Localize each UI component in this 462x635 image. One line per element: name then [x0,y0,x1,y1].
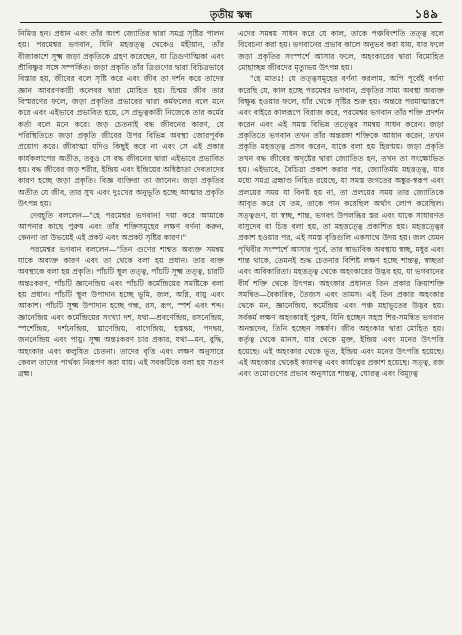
running-header [0,2,462,22]
section-title: তৃতীয় স্কন্ধ [209,10,253,21]
right-column [238,28,444,628]
paragraph: নিমিত্ত হন। প্রধান এবং তাঁর অংশ জ্যোতির দ্বারা সমগ্র সৃষ্টির পালন হয়। পরমেশ্বর ভগবান, যিনি মহত্তত্ত্ব থেকেও মহীয়ান, তাঁর বীজাকাশে সূক্ষ্ম জড়া প্রকৃতিকে গ্রহণ করেছেন, যা ত্রিগুণাত্মিকা এবং শ্রীবিষ্ণুর সঙ্গে সম্পর্কিত। জড়া প্রকৃতি তাঁর ত্রিগুণের দ্বারা বিচিত্রভাবে বিস্তার হয়, জীবের বলে সৃষ্টি করে এবং জীব তা দর্শন করে তাদের জ্ঞান আবরণকারী কলেবর দ্বারা মোহিত হয়। চিন্ময় জীব তার বিস্মরণের ফলে, জড়া প্রকৃতির প্রভাবের দ্বারা কর্মফলের বলে মনে করে এবং এইভাবে প্রভাবিত হয়ে, সে প্রভুত্বকারী নিজেকে তার কর্মের কর্তা বলে মনে করে। জড় চেতনাই বদ্ধ জীবনের কারণ, যে পরিস্থিতিতে জড়া প্রকৃতি জীবের উপর বিভিন্ন অবস্থা জোরপূর্বক প্রয়োগ করে। জীবাত্মা যদিও কিছুই করে না এবং সে এই প্রকার কার্যকলাপের অতীত, তবুও সে বদ্ধ জীবনের দ্বারা এইভাবে প্রভাবিত হয়। বদ্ধ জীবের জড় শরীর, ইন্দ্রিয় এবং ইন্দ্রিয়ের অধিষ্ঠাতা দেবতাদের কারণ হচ্ছে জড়া প্রকৃতি। বিজ্ঞ ব্যক্তিরা তা জানেন। জড়া প্রকৃতির অতীত যে জীব, তার সুখ এবং দুঃখের অনুভূতি হচ্ছে আত্মার প্রকৃতি উৎপন্ন হয়। [18,29,224,209]
header-rule [20,22,442,23]
paragraph: পরমেশ্বর ভগবান বললেন—"তিন গুণের শাশ্বত অব্যক্ত সমন্বয় যাকে অব্যক্ত কারণ এবং তা থেকে বলা হয় প্রধান। তার ব্যক্ত অবস্থাকে বলা হয় প্রকৃতি। পাঁচটি স্থূল তত্ত্ব, পাঁচটি সূক্ষ্ম তত্ত্ব, চারটি অন্তঃকরণ, পাঁচটি জ্ঞানেন্দ্রিয় এবং পাঁচটি কর্মেন্দ্রিয়ের সমষ্টিকে বলা হয় প্রধান। পাঁচটি স্থূল উপাদান হচ্ছে ভূমি, জল, অগ্নি, বায়ু এবং আকাশ। পাঁচটি সূক্ষ্ম উপাদান হচ্ছে গন্ধ, রস, রূপ, স্পর্শ এবং শব্দ। জ্ঞানেন্দ্রিয় এবং কর্মেন্দ্রিয়ের সংখ্যা দশ, যথা—শ্রবণেন্দ্রিয়, রসনেন্দ্রিয়, স্পর্শেন্দ্রিয়, দর্শনেন্দ্রিয়, ঘ্রাণেন্দ্রিয়, বাগেন্দ্রিয়, হস্তদ্বয়, পদদ্বয়, জননেন্দ্রিয় এবং পায়ু। সূক্ষ্ম অন্তঃকরণ চার প্রকার, যথা—মন, বুদ্ধি, অহংকার এবং কলুষিত চেতনা। তাদের বৃত্তি এবং লক্ষণ অনুসারে কেবল তাদের পার্থক্য নিরূপণ করা যায়। এই সবকটিকে বলা হয় সগুণ ব্রহ্ম। [18,244,224,379]
left-column [18,28,224,628]
paragraph: এদের সমন্বয় সাধন করে যে কাল, তাকে পঞ্চবিংশতি তত্ত্ব বলে বিবেচনা করা হয়। ভগবানের প্রভাব কালে অনুভব করা যায়, যার ফলে জড়া প্রকৃতির সংস্পর্শে আসার ফলে, অহংকারের দ্বারা বিমোহিত মোহাচ্ছন্ন জীবদের মৃত্যুভয় উৎপন্ন হয়। [238,29,444,73]
page-number: ১৪৯ [414,7,438,21]
paragraph: "হে মাতঃ! যে তত্ত্বসমূহের বর্ণনা করলাম, অপি পূর্বেই বর্ণনা করেছি যে, কাল হচ্ছে পরমেশ্বর ভগবান, প্রকৃতির সাম্য অবস্থা অব্যক্ত বিক্ষুব্ধ হওয়ার ফলে, যাঁর থেকে সৃষ্টির শুরু হয়। অন্তরে পরমাত্মারূপে এবং বাইরে কালরূপে বিরাজ করে, পরমেশ্বর ভগবান তাঁর শক্তি প্রদর্শন করেন এবং এই সমস্ত বিভিন্ন তত্ত্বের সমন্বয় সাধন করেন। জড়া প্রকৃতিতে ভগবান তখন তাঁর অন্তরঙ্গা শক্তিকে আধান করেন, তখন প্রকৃতি মহত্তত্ত্ব প্রসব করেন, যাকে বলা হয় হিরণ্ময়। জড়া প্রকৃতি তখন বদ্ধ জীবের অদৃষ্টের দ্বারা জ্যোতিত হন, তখন তা সংক্ষোভিত হয়। এইভাবে, বৈচিত্র্য প্রকাশ করার পর, জ্যোতির্ময় মহত্তত্ত্ব, যার মধ্যে সমগ্র ব্রহ্মাণ্ড নিহিত রয়েছে, যা সমস্ত জগতের অঙ্কুর-স্বরূপ এবং প্রলয়ের সময় যা বিনষ্ট হয় না, তা প্রলয়ের সময় তার জ্যোতিকে আবৃত করে যে তম, তাকে পান করেছিল অর্থাৎ লোপ করেছিল। সত্ত্বগুণ, যা স্বচ্ছ, শান্ত, ভগবৎ উপলব্ধির স্তর এবং যাকে সাধারণত বাসুদেব বা চিত্ত বলা হয়, তা মহত্তত্ত্বে প্রকাশিত হয়। মহত্তত্ত্বের প্রকাশ হওয়ার পর, এই সমস্ত বৃত্তিগুলি একসাথে উদয় হয়। জল যেমন পৃথিবীর সংস্পর্শে আসার পূর্বে, তার স্বাভাবিক অবস্থায় স্বচ্ছ, মধুর এবং শান্ত থাকে, তেমনই শুদ্ধ চেতনার বিশিষ্ট লক্ষণ হচ্ছে শান্তত্ব, স্বচ্ছতা এবং অবিকারিতা। মহত্তত্ত্ব থেকে অহংকারের উদ্ভব হয়, যা ভগবানের বীর্য শক্তি থেকে উৎপন্ন। অহংকার প্রধানত তিন প্রকার ক্রিয়াশক্তি সমন্বিত—বৈকারিক, তৈজস এবং তামস। এই তিন প্রকার অহংকার থেকে মন, জ্ঞানেন্দ্রিয়, কর্মেন্দ্রিয় এবং পঞ্চ মহাভূতের উদ্ভব হয়। সর্বকর্ম লক্ষণ অহংকারই পুরুষ, যিনি হচ্ছেন সহস্র শির-সমন্বিত ভগবান অনন্তদেব, তিনি হচ্ছেন সঙ্কর্ষণ। জীব অহংকার দ্বারা মোহিত হয়। কর্তৃত্ব থেকে মানস, যার থেকে মুক্ত, ইন্দ্রিয় এবং মনের উৎপত্তি হয়েছে। এই অহংকার থেকে ভূত, ইন্দ্রিয় এবং মনের উৎপত্তি হয়েছে। এই অহংকার থেকেই কারণত্ব এবং কার্যত্বের প্রকাশ হয়েছে। সত্ত্ব, রজ এবং তমোগুণের প্রভাব অনুসারে শান্তত্ব, ঘোরত্ব এবং বিমূঢ়ত্ব [238,74,444,379]
paragraph: দেবহূতি বললেন—"হে পরমেশ্বর ভগবান! দয়া করে আমাকে আপনার কাছে পুরুষ এবং তাঁর শক্তিসমূহের লক্ষণ বর্ণনা করুন, কেননা তা উভয়েই এই প্রকট এবং অপ্রকট সৃষ্টির কারণ।" [18,210,224,243]
